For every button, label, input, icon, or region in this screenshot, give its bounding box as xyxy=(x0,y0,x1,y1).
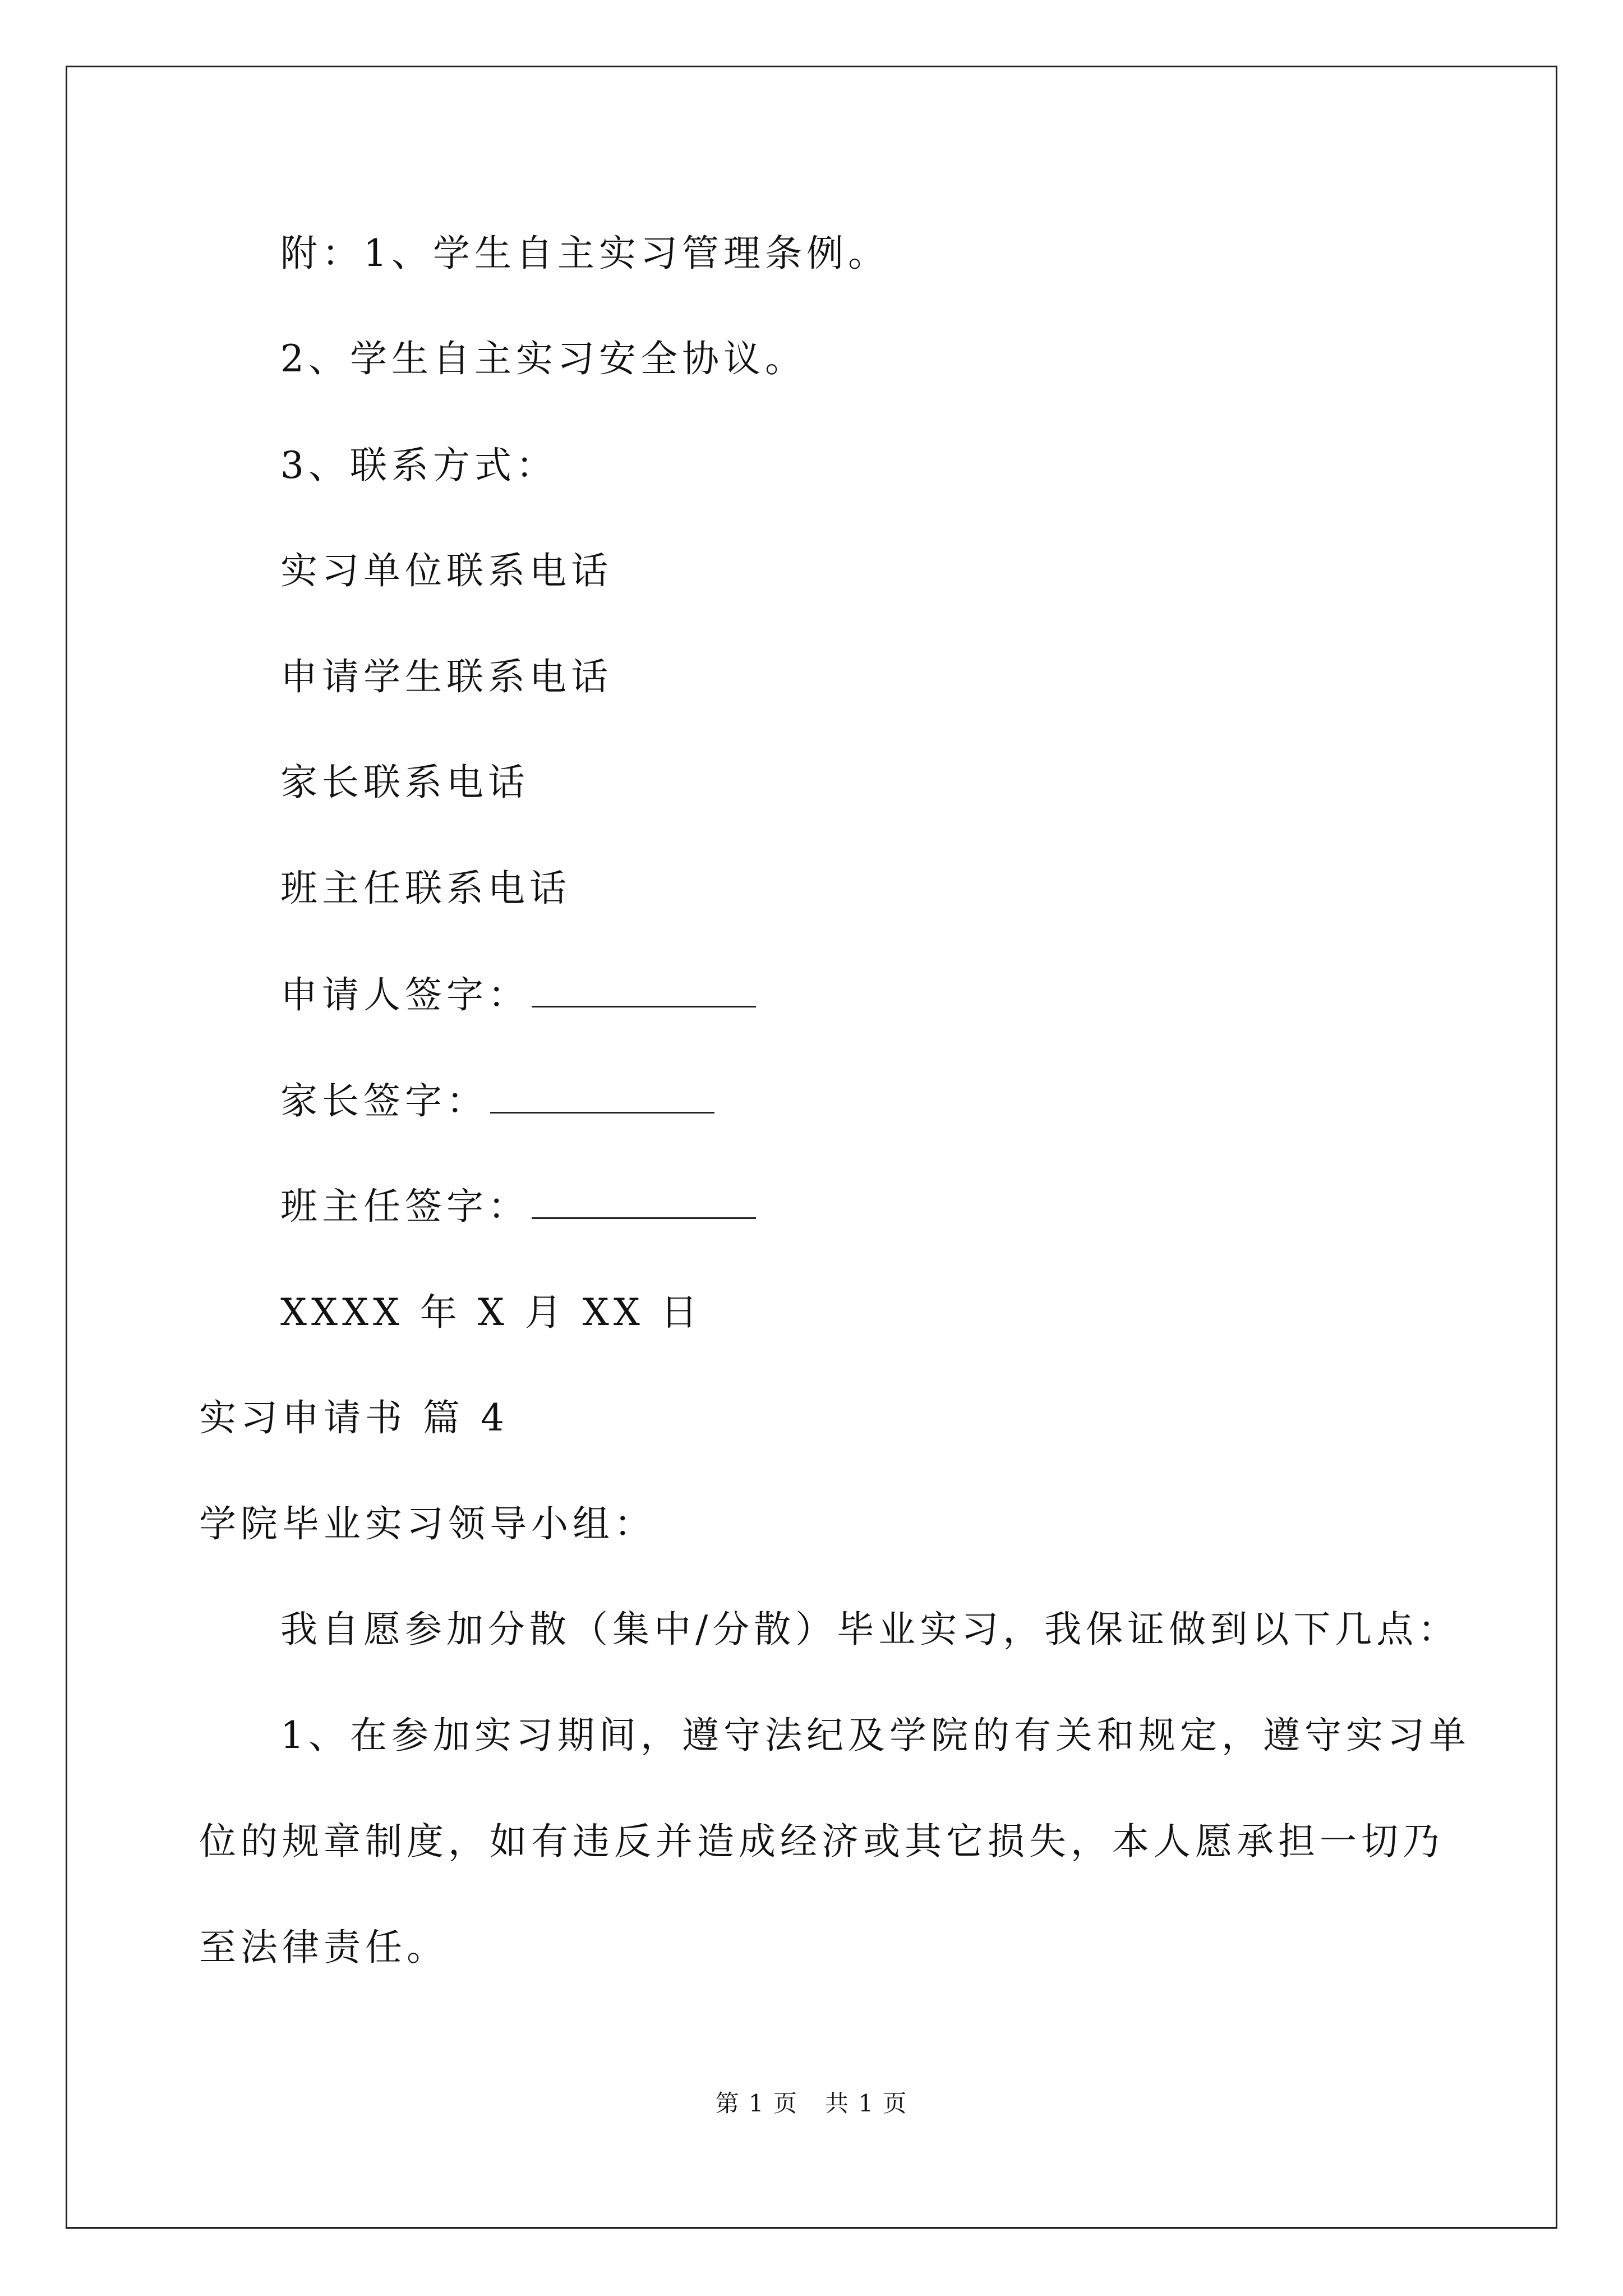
contact-line-unit: 实习单位联系电话 xyxy=(280,549,612,592)
contact-line-parent: 家长联系电话 xyxy=(280,761,529,804)
attachment-line-2: 2、学生自主实习安全协议。 xyxy=(280,337,806,380)
body-item1-line2: 位的规章制度，如有违反并造成经济或其它损失，本人愿承担一切乃 xyxy=(199,1820,1444,1863)
total-pages: 共 1 页 xyxy=(825,2090,908,2117)
teacher-signature-row xyxy=(280,1184,756,1229)
parent-signature-label: 家长签字： xyxy=(280,1079,488,1122)
teacher-signature-blank xyxy=(532,1184,756,1219)
applicant-signature-blank xyxy=(532,972,756,1007)
applicant-signature-row xyxy=(280,972,756,1018)
date-line: XXXX 年 X 月 XX 日 xyxy=(280,1291,702,1334)
page-number: 第 1 页 xyxy=(715,2090,798,2117)
teacher-signature-label: 班主任签字： xyxy=(280,1185,529,1228)
parent-signature-row xyxy=(280,1078,714,1124)
body-item1-line1: 1、在参加实习期间，遵守法纪及学院的有关和规定，遵守实习单 xyxy=(280,1714,1470,1757)
parent-signature-blank xyxy=(490,1078,714,1114)
section-title: 实习申请书 篇 4 xyxy=(199,1396,509,1439)
attachment-line-1: 附：1、学生自主实习管理条例。 xyxy=(280,232,889,275)
salutation: 学院毕业实习领导小组： xyxy=(199,1502,656,1545)
page-footer xyxy=(0,2090,1623,2118)
page-border xyxy=(66,66,1557,2229)
applicant-signature-label: 申请人签字： xyxy=(280,973,529,1016)
body-intro: 我自愿参加分散（集中/分散）毕业实习，我保证做到以下几点： xyxy=(280,1608,1460,1651)
contact-line-teacher: 班主任联系电话 xyxy=(280,867,571,910)
attachment-line-3: 3、联系方式： xyxy=(280,444,557,487)
contact-line-student: 申请学生联系电话 xyxy=(280,655,612,698)
body-item1-line3: 至法律责任。 xyxy=(199,1926,448,1969)
